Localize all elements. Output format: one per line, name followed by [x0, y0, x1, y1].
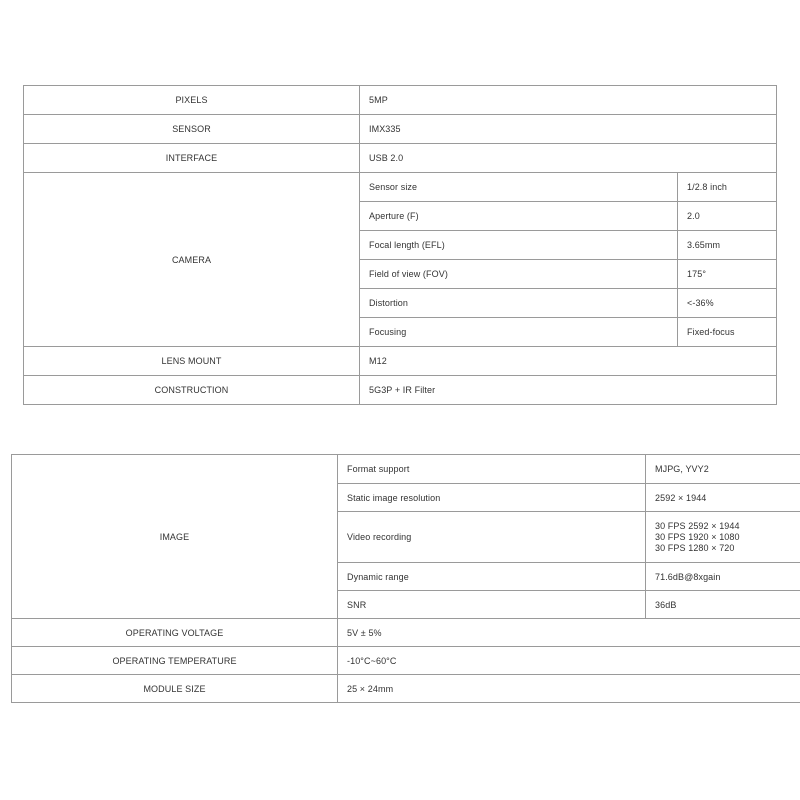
- row-label: LENS MOUNT: [24, 347, 360, 376]
- row-value: 5MP: [360, 86, 777, 115]
- row-label: INTERFACE: [24, 144, 360, 173]
- row-value: 25 × 24mm: [338, 675, 800, 703]
- video-mode: 30 FPS 1920 × 1080: [655, 531, 740, 542]
- sub-row-name: Distortion: [360, 289, 678, 318]
- table-row: [12, 647, 800, 675]
- row-label: OPERATING TEMPERATURE: [12, 647, 338, 675]
- video-mode: 30 FPS 2592 × 1944: [655, 520, 740, 531]
- table-row: [24, 347, 777, 376]
- row-label: PIXELS: [24, 86, 360, 115]
- sub-row-name: Aperture (F): [360, 202, 678, 231]
- sub-row-value: 175°: [678, 260, 777, 289]
- table-row: [24, 115, 777, 144]
- table-row: [24, 173, 777, 202]
- sub-row-value: <-36%: [678, 289, 777, 318]
- sub-row-name: Sensor size: [360, 173, 678, 202]
- table-row: [12, 455, 800, 484]
- sub-row-value: 36dB: [646, 591, 800, 619]
- row-value: 5G3P + IR Filter: [360, 376, 777, 405]
- sub-row-name: Field of view (FOV): [360, 260, 678, 289]
- row-label: SENSOR: [24, 115, 360, 144]
- sub-row-name: SNR: [338, 591, 646, 619]
- sub-row-name: Video recording: [338, 512, 646, 563]
- sub-row-value: Fixed-focus: [678, 318, 777, 347]
- sub-row-name: Dynamic range: [338, 563, 646, 591]
- row-label: MODULE SIZE: [12, 675, 338, 703]
- image-spec-table: [11, 454, 800, 703]
- row-value: M12: [360, 347, 777, 376]
- row-label: OPERATING VOLTAGE: [12, 619, 338, 647]
- sub-row-name: Format support: [338, 455, 646, 484]
- sub-row-value: 1/2.8 inch: [678, 173, 777, 202]
- video-recording-values: [646, 512, 800, 563]
- row-label: IMAGE: [12, 455, 338, 619]
- table-row: [24, 376, 777, 405]
- table-row: [12, 675, 800, 703]
- row-label: CAMERA: [24, 173, 360, 347]
- row-value: -10°C~60°C: [338, 647, 800, 675]
- table-row: [12, 619, 800, 647]
- sub-row-value: 3.65mm: [678, 231, 777, 260]
- sub-row-value: 71.6dB@8xgain: [646, 563, 800, 591]
- row-value: USB 2.0: [360, 144, 777, 173]
- video-mode: 30 FPS 1280 × 720: [655, 542, 735, 553]
- sub-row-value: 2.0: [678, 202, 777, 231]
- row-value: 5V ± 5%: [338, 619, 800, 647]
- sub-row-name: Focal length (EFL): [360, 231, 678, 260]
- sub-row-name: Focusing: [360, 318, 678, 347]
- sub-row-name: Static image resolution: [338, 484, 646, 512]
- row-value: IMX335: [360, 115, 777, 144]
- row-label: CONSTRUCTION: [24, 376, 360, 405]
- sub-row-value: MJPG, YVY2: [646, 455, 800, 484]
- table-row: [24, 86, 777, 115]
- table-row: [24, 144, 777, 173]
- sub-row-value: 2592 × 1944: [646, 484, 800, 512]
- camera-spec-table: [23, 85, 777, 405]
